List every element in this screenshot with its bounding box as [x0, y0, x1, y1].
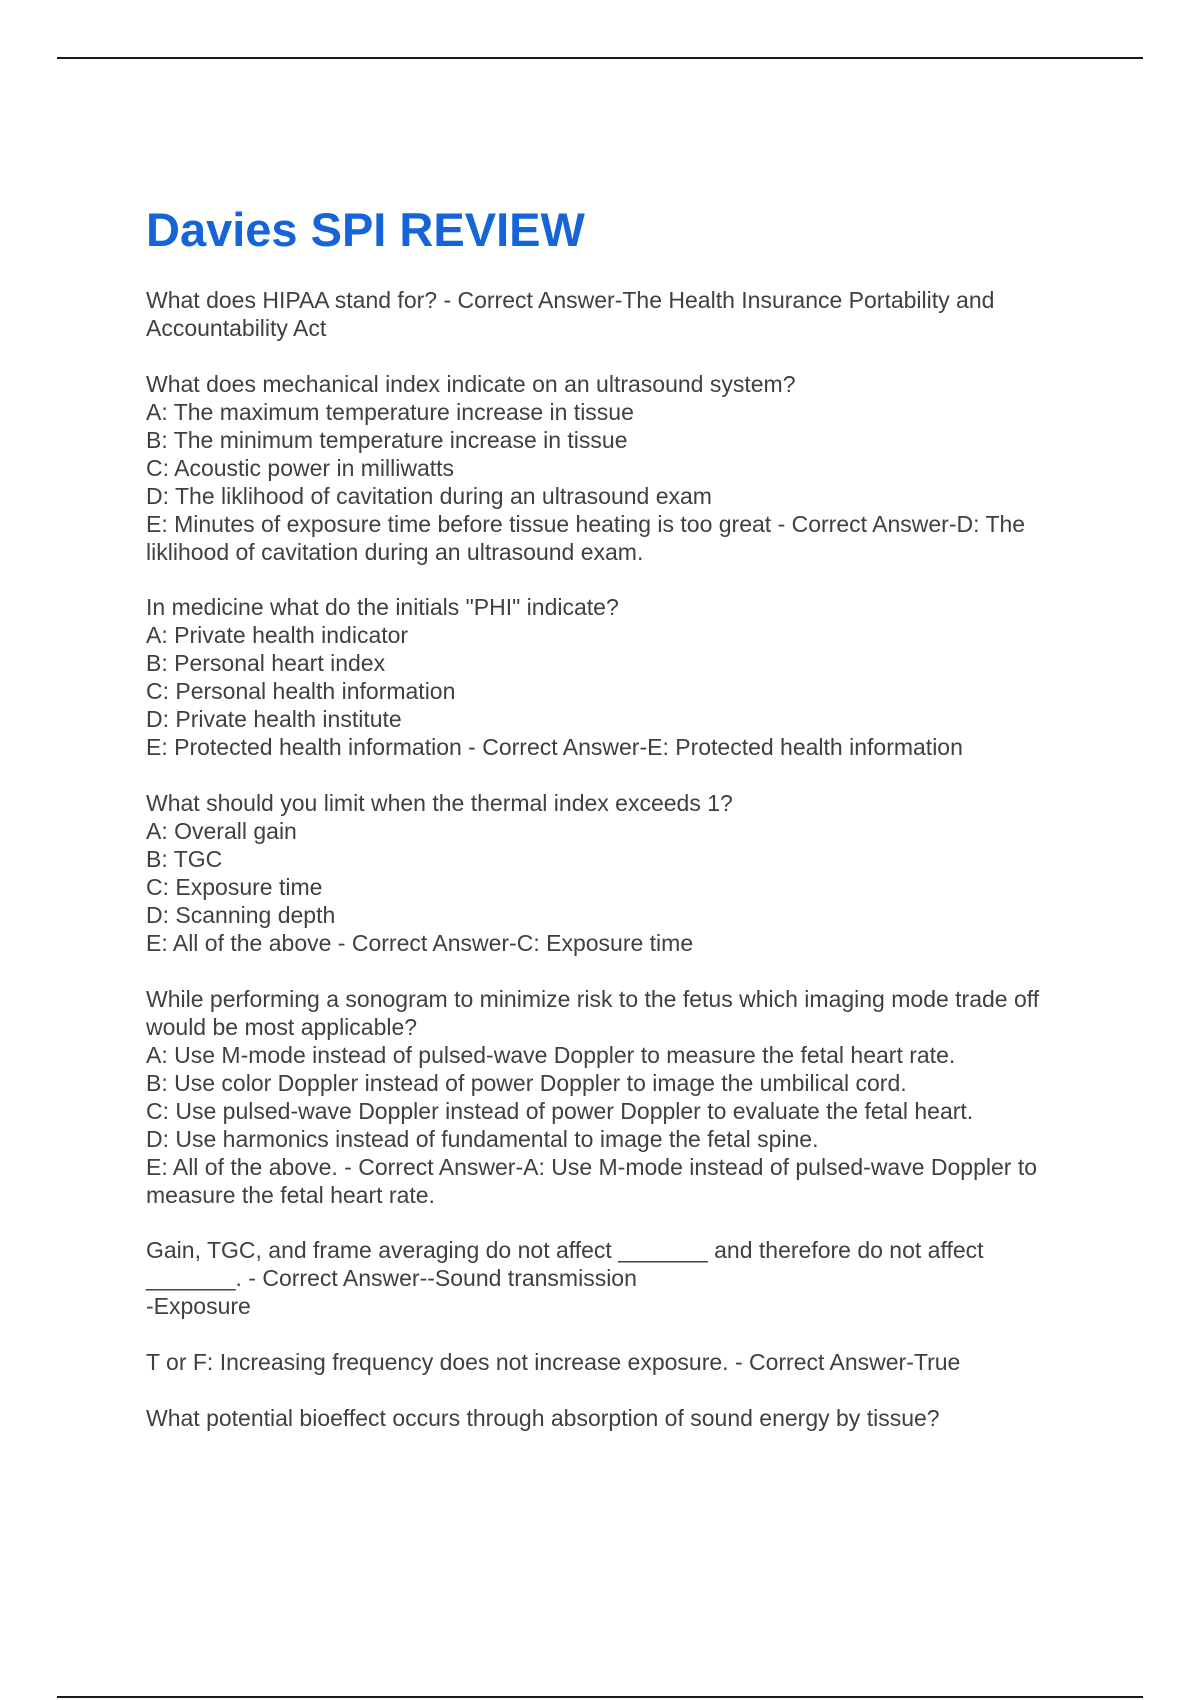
qa-line: D: Use harmonics instead of fundamental to image the fetal spine.	[146, 1125, 819, 1152]
qa-line: C: Use pulsed-wave Doppler instead of power Doppler to evaluate the fetal heart.	[146, 1097, 974, 1124]
qa-line: _______. - Correct Answer--Sound transmission	[146, 1265, 637, 1292]
qa-line: Gain, TGC, and frame averaging do not affect _______ and therefore do not affect	[146, 1237, 984, 1264]
qa-line: A: The maximum temperature increase in tissue	[146, 398, 634, 425]
qa-line: D: Scanning depth	[146, 902, 336, 929]
qa-item	[146, 789, 1096, 957]
qa-item	[146, 1348, 1096, 1376]
qa-line: -Exposure	[146, 1293, 251, 1320]
qa-line: A: Private health indicator	[146, 622, 409, 649]
qa-line: B: Use color Doppler instead of power Doppler to image the umbilical cord.	[146, 1069, 907, 1096]
qa-line: liklihood of cavitation during an ultrasound exam.	[146, 538, 644, 565]
qa-item	[146, 985, 1096, 1209]
qa-line: What does HIPAA stand for? - Correct Answer-The Health Insurance Portability and	[146, 287, 995, 313]
qa-line: A: Overall gain	[146, 818, 297, 845]
qa-line: D: Private health institute	[146, 706, 402, 733]
qa-line: What should you limit when the thermal index exceeds 1?	[146, 790, 733, 817]
bottom-rule	[57, 1696, 1143, 1698]
qa-line: B: The minimum temperature increase in tissue	[146, 426, 628, 453]
qa-line: E: All of the above. - Correct Answer-A: Use M-mode instead of pulsed-wave Doppler to	[146, 1153, 1038, 1180]
qa-line: What does mechanical index indicate on an ultrasound system?	[146, 370, 796, 397]
qa-line: In medicine what do the initials "PHI" indicate?	[146, 594, 619, 621]
top-rule	[57, 57, 1143, 59]
qa-line: C: Acoustic power in milliwatts	[146, 454, 455, 481]
qa-line: B: TGC	[146, 846, 223, 873]
qa-line: C: Personal health information	[146, 678, 456, 705]
qa-line: Accountability Act	[146, 315, 327, 341]
qa-line: T or F: Increasing frequency does not increase exposure. - Correct Answer-True	[146, 1349, 961, 1376]
qa-line: While performing a sonogram to minimize risk to the fetus which imaging mode trade off	[146, 985, 1040, 1012]
qa-line: C: Exposure time	[146, 874, 323, 901]
qa-line: E: Protected health information - Correct Answer-E: Protected health information	[146, 734, 963, 761]
document-body	[146, 198, 1096, 1460]
qa-line: E: Minutes of exposure time before tissue heating is too great - Correct Answer-D: The	[146, 510, 1026, 537]
qa-item	[146, 1404, 1096, 1432]
document-title: Davies SPI REVIEW	[146, 203, 585, 256]
qa-item	[146, 1236, 1096, 1320]
qa-item	[146, 593, 1096, 761]
qa-item	[146, 370, 1096, 566]
qa-line: E: All of the above - Correct Answer-C: Exposure time	[146, 930, 694, 957]
qa-line: would be most applicable?	[146, 1013, 418, 1040]
qa-line: What potential bioeffect occurs through absorption of sound energy by tissue?	[146, 1404, 940, 1431]
qa-line: D: The liklihood of cavitation during an ultrasound exam	[146, 482, 712, 509]
qa-line: measure the fetal heart rate.	[146, 1181, 435, 1208]
qa-item	[146, 286, 1096, 342]
qa-line: B: Personal heart index	[146, 650, 386, 677]
qa-line: A: Use M-mode instead of pulsed-wave Doppler to measure the fetal heart rate.	[146, 1041, 956, 1068]
